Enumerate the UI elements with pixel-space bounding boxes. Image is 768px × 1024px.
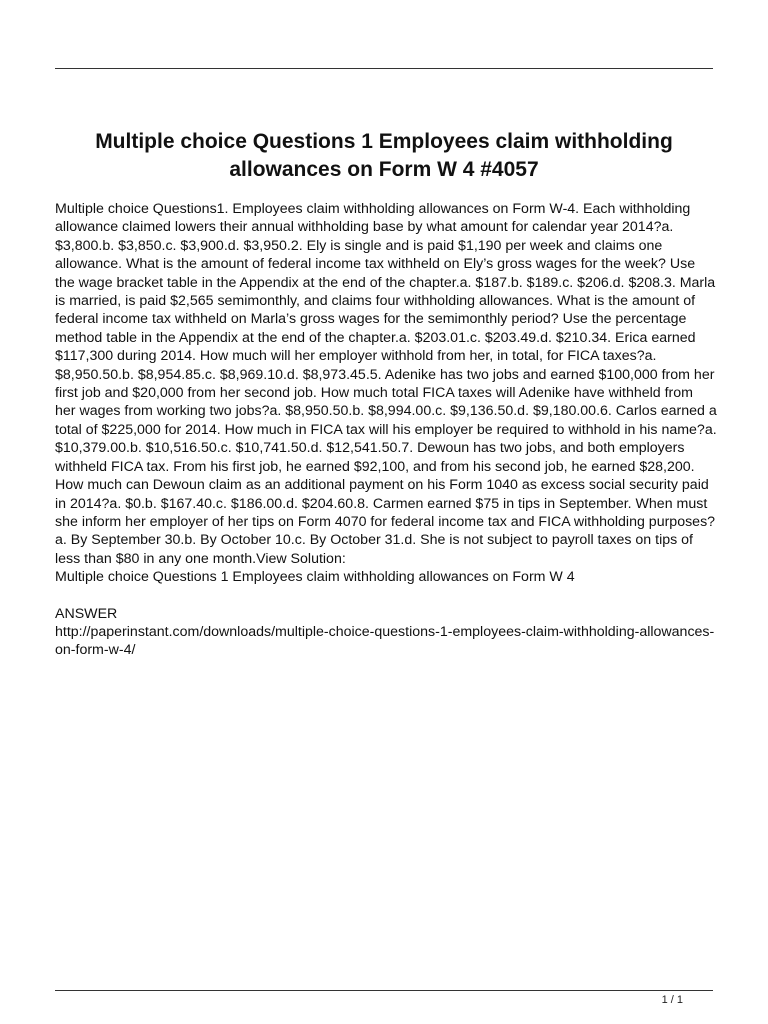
document-title: Multiple choice Questions 1 Employees claim withholding allowances on Form W 4 #4057 [95,130,673,181]
answer-section [55,605,717,660]
bottom-divider [55,990,713,991]
page-indicator: 1 / 1 [661,994,683,1006]
top-divider [55,68,713,69]
document-body [55,200,717,660]
question-paragraph: Multiple choice Questions1. Employees claim withholding allowances on Form W-4. Each withholding allowance claimed lowers their annual withholding base by what amount for calendar year 2014?a. $3,800.b. $3,850.c. $3,900.d. $3,950.2. Ely is single and is paid $1,190 per week and claims one allowance. What is the amount of federal income tax withheld on Ely’s gross wages for the week? Use the wage bracket table in the Appendix at the end of the chapter.a. $187.b. $189.c. $206.d. $208.3. Marla is married, is paid $2,565 semimonthly, and claims four withholding allowances. What is the amount of federal income tax withheld on Marla’s gross wages for the semimonthly period? Use the percentage method table in the Appendix at the end of the chapter.a. $203.01.c. $203.49.d. $210.34. Erica earned $117,300 during 2014. How much will her employer withhold from her, in total, for FICA taxes?a. $8,950.50.b. $8,954.85.c. $8,969.10.d. $8,973.45.5. Adenike has two jobs and earned $100,000 from her first job and $20,000 from her second job. How much total FICA taxes will Adenike have withheld from her wages from working two jobs?a. $8,950.50.b. $8,994.00.c. $9,136.50.d. $9,180.00.6. Carlos earned a total of $225,000 for 2014. How much in FICA tax will his employer be required to withhold in his name?a. $10,379.00.b. $10,516.50.c. $10,741.50.d. $12,541.50.7. Dewoun has two jobs, and both employers withheld FICA tax. From his first job, he earned $92,100, and from his second job, he earned $28,200. How much can Dewoun claim as an additional payment on his Form 1040 as excess social security paid in 2014?a. $0.b. $167.40.c. $186.00.d. $204.60.8. Carmen earned $75 in tips in September. When must she inform her employer of her tips on Form 4070 for federal income tax and FICA withholding purposes?a. By September 30.b. By October 10.c. By October 31.d. She is not subject to payroll taxes on tips of less than $80 in any one month.View Solution: [55,201,717,567]
body-tail-line: Multiple choice Questions 1 Employees claim withholding allowances on Form W 4 [55,569,575,586]
answer-heading: ANSWER [55,605,118,622]
answer-link[interactable]: http://paperinstant.com/downloads/multiple-choice-questions-1-employees-claim-withholding-allowances-on-form-w-4/ [55,623,715,659]
